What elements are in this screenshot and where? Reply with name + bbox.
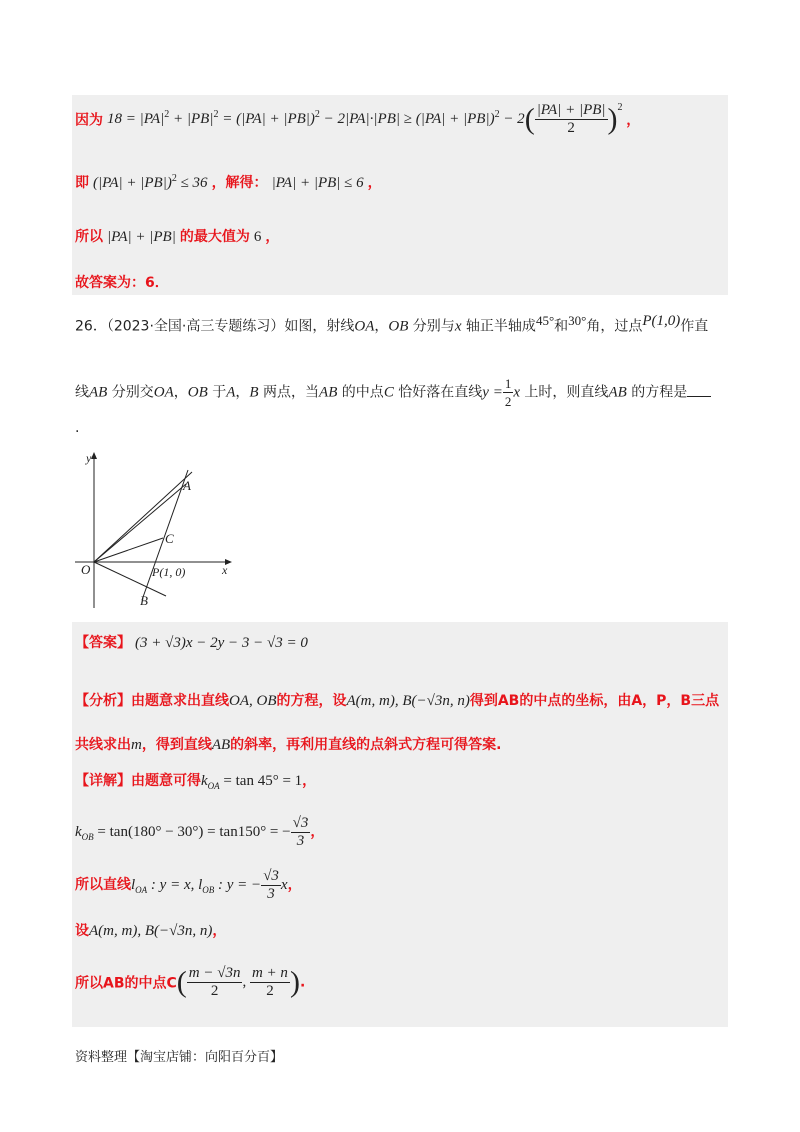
detail-row-2: $k_{OB} = \tan(180^\circ - 30^\circ) = \tan 150^\circ$ = − $\frac{√3}{3}$ ，	[75, 815, 325, 849]
footer-credit: 资料整理【淘宝店铺：向阳百分百】	[75, 1050, 284, 1065]
detail-row-3: 所以直线$l_{OA}$ : y = x, $l_{OB}$ : y = − $\frac{√3}{3}$ x，	[75, 868, 302, 902]
solution-line-2: 即 $(|PA| + |PB|)^2 \le 36$ ，解得： |PA| + |PB| ≤ 6 ，	[75, 173, 382, 191]
label-a: A	[183, 478, 191, 493]
label-c: C	[165, 531, 174, 546]
segment-oa-line	[94, 484, 186, 562]
geometry-figure	[70, 448, 245, 613]
detail-row-1: 【详解】由题意可得$k_{OA} = \tan 45^\circ = 1$，	[75, 773, 317, 791]
answer-tag: 【答案】	[75, 635, 131, 651]
ray-oa	[94, 472, 192, 562]
label-o: O	[81, 562, 91, 577]
y-axis-arrow	[91, 452, 97, 459]
question-number: 26．	[75, 318, 107, 335]
detail-row-5: 所以AB的中点C( $\frac{m - √3n}{2}$ , $\frac{m + n}{2}$ ).	[75, 965, 306, 999]
label-because: 因为	[75, 112, 103, 129]
answer-row	[75, 632, 308, 652]
analysis-tag: 【分析】	[75, 693, 131, 709]
answer-line: 故答案为：6．	[75, 275, 169, 291]
solution-line-1: 因为 $18 = |PA|^2 + |PB|^2 = (|PA| + |PB|)^2 - 2|PA|\cdot|PB| \ge (|PA| + |PB|)^2 - 2$( $\frac{|PA| + |PB|}{2}$ )$^2$ ，	[75, 101, 641, 136]
detail-row-4: 设A(m, m), B(−√3n, n)，	[75, 923, 227, 939]
question-dot: .	[75, 420, 80, 436]
analysis-row-1: 【分析】由题意求出直线OA, OB的方程，设A(m, m), B(−√3n, n)得到AB的中点的坐标，由A，P，B三点	[75, 693, 720, 709]
question-line-2: 线AB 分别交OA，OB 于A，B 两点，当AB 的中点C 恰好落在直线y = $\frac{1}{2}$ x 上时，则直线AB 的方程是	[75, 375, 711, 410]
inequality-expression: $18 = |PA|^2 + |PB|^2 = (|PA| + |PB|)^2 - 2|PA|\cdot|PB| \ge (|PA| + |PB|)^2 - 2$( $\frac{|PA| + |PB|}{2}$ )$^2$	[107, 101, 623, 136]
segment-oc	[94, 538, 163, 562]
analysis-row-2: 共线求出m，得到直线AB的斜率，再利用直线的点斜式方程可得答案.	[75, 737, 502, 753]
solution-line-3: 所以 |PA| + |PB| 的最大值为 6 ，	[75, 229, 280, 245]
answer-equation: (3 + √3)x − 2y − 3 − √3 = 0	[135, 635, 308, 651]
label-namely: 即	[75, 175, 89, 191]
label-b: B	[140, 593, 148, 608]
label-p: P(1, 0)	[152, 565, 186, 579]
detail-tag: 【详解】	[75, 773, 131, 789]
label-x: x	[222, 563, 228, 577]
question-line-1: 26．（2023·全国·高三专题练习）如图，射线OA，OB 分别与x 轴正半轴成45°和30°角，过点P(1,0)作直	[75, 313, 709, 335]
label-y: y	[86, 451, 92, 465]
